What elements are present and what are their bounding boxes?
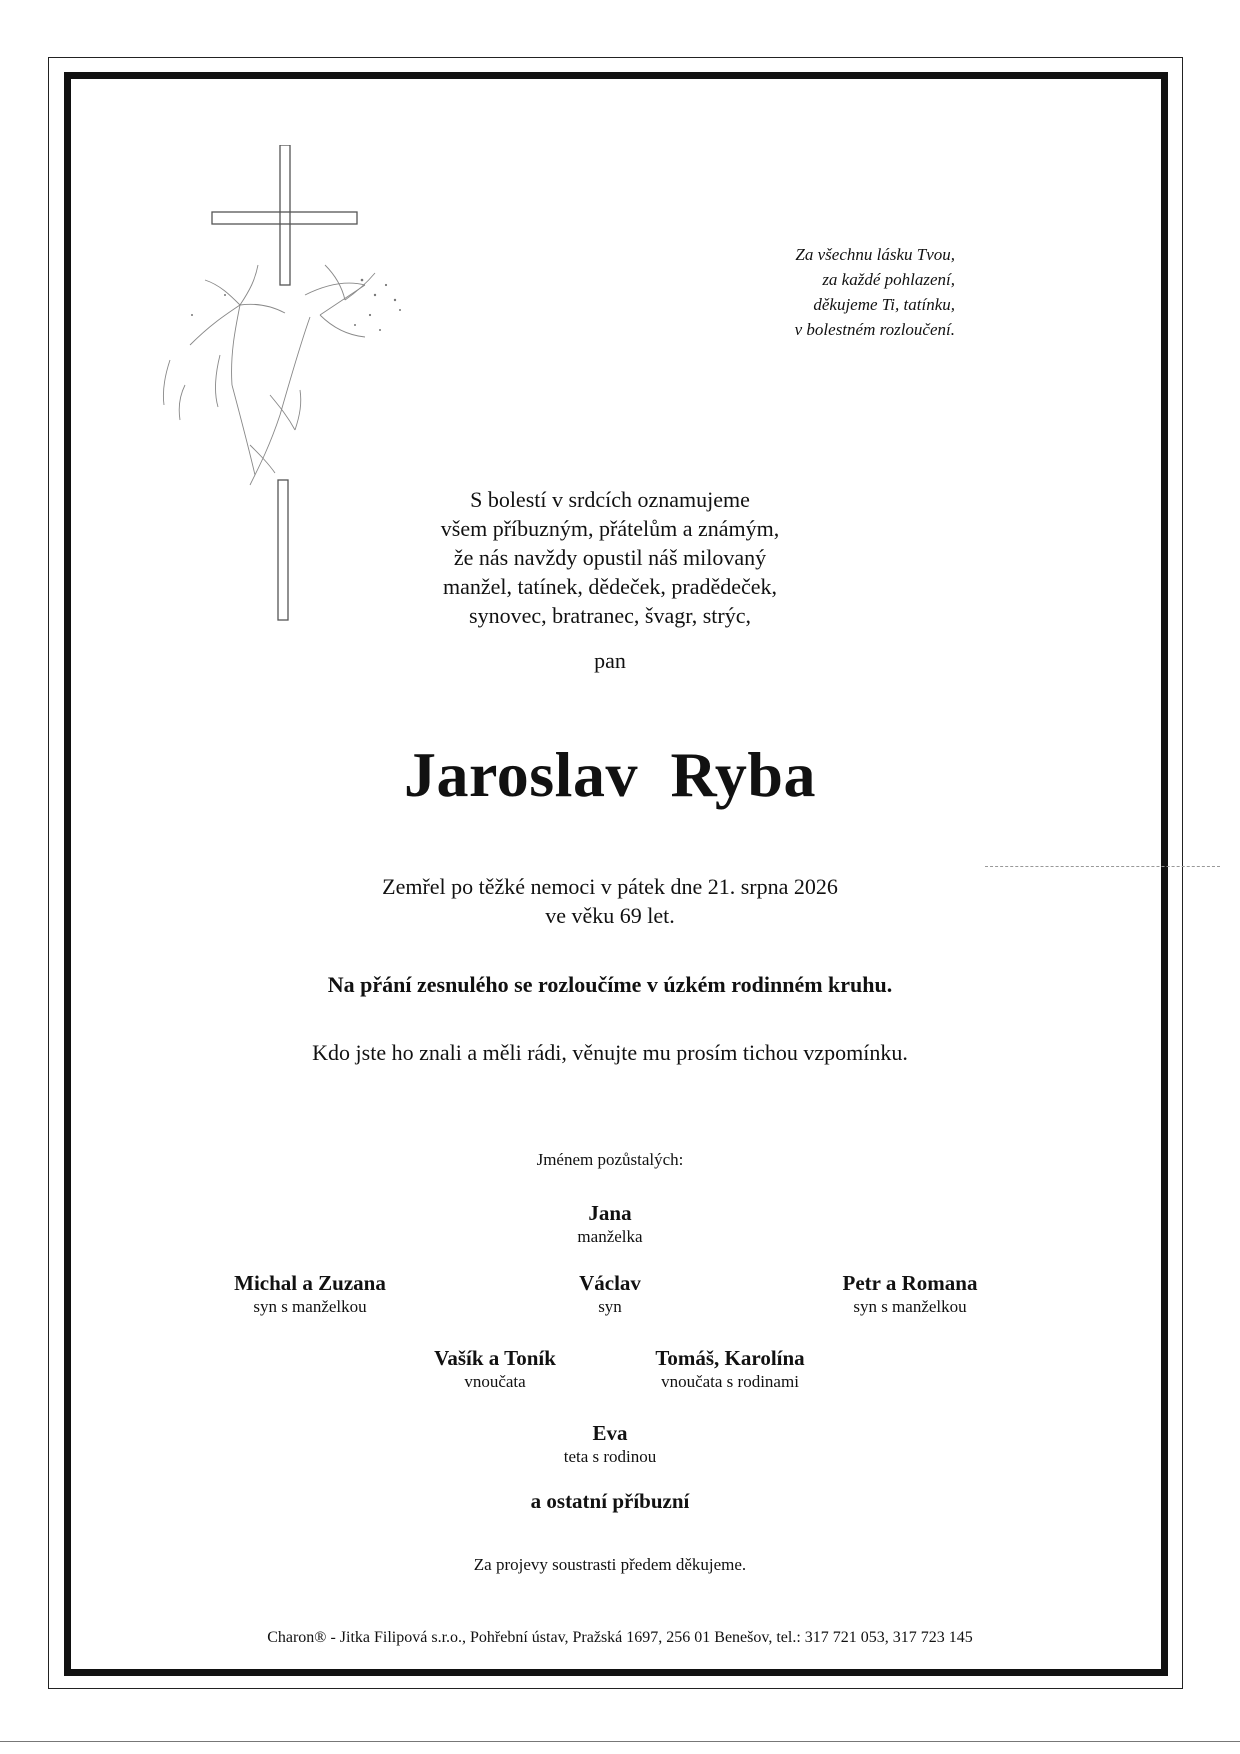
death-details xyxy=(240,872,980,930)
farewell-notice: Na přání zesnulého se rozloučíme v úzkém rodinném kruhu. xyxy=(327,972,893,997)
thanks-note: Za projevy soustrasti předem děkujeme. xyxy=(473,1555,747,1574)
poem-line: za každé pohlazení, xyxy=(822,270,955,289)
mourner-relation: vnoučata xyxy=(464,1372,526,1391)
poem-line: v bolestném rozloučení. xyxy=(794,320,955,339)
mourner-vaclav xyxy=(460,1270,760,1318)
mourner-jana xyxy=(460,1200,760,1248)
death-age: ve věku 69 let. xyxy=(545,903,675,928)
on-behalf-label: Jménem pozůstalých: xyxy=(536,1150,684,1169)
death-date: Zemřel po těžké nemoci v pátek dne 21. srpna 2026 xyxy=(382,874,838,899)
mourner-relation: teta s rodinou xyxy=(563,1447,657,1466)
announcement-line: manžel, tatínek, dědeček, pradědeček, xyxy=(442,574,778,599)
announcement-line: S bolestí v srdcích oznamujeme xyxy=(470,487,750,512)
announcement-text xyxy=(360,485,860,630)
deceased-name: Jaroslav Ryba xyxy=(404,739,816,810)
mourner-tomas xyxy=(580,1345,880,1393)
mourner-name: Tomáš, Karolína xyxy=(655,1346,805,1370)
mourner-name: Eva xyxy=(592,1421,628,1445)
mourner-eva xyxy=(460,1420,760,1468)
announcement-line: synovec, bratranec, švagr, strýc, xyxy=(469,603,751,628)
other-relatives: a ostatní příbuzní xyxy=(530,1489,690,1513)
announcement-line: všem příbuzným, přátelům a známým, xyxy=(440,516,780,541)
mourner-petr xyxy=(760,1270,1060,1318)
mourner-name: Michal a Zuzana xyxy=(234,1271,386,1295)
announcement-line: že nás navždy opustil náš milovaný xyxy=(453,545,767,570)
poem-line: děkujeme Ti, tatínku, xyxy=(813,295,955,314)
scan-edge-line xyxy=(0,1741,1240,1742)
mourner-relation: syn s manželkou xyxy=(853,1297,967,1316)
mourner-name: Jana xyxy=(588,1201,632,1225)
mourner-relation: manželka xyxy=(577,1227,643,1246)
mourner-michal xyxy=(160,1270,460,1318)
fold-mark xyxy=(985,866,1220,867)
mourner-relation: syn s manželkou xyxy=(253,1297,367,1316)
poem-line: Za všechnu lásku Tvou, xyxy=(795,245,955,264)
title-pan: pan xyxy=(594,648,626,673)
mourner-relation: syn xyxy=(598,1297,622,1316)
funeral-home-footer: Charon® - Jitka Filipová s.r.o., Pohřební ústav, Pražská 1697, 256 01 Benešov, tel.: 317 721 053, 317 723 145 xyxy=(267,1629,973,1646)
mourner-name: Václav xyxy=(579,1271,641,1295)
poem xyxy=(740,242,955,342)
remembrance-request: Kdo jste ho znali a měli rádi, věnujte mu prosím tichou vzpomínku. xyxy=(312,1040,908,1065)
mourner-name: Petr a Romana xyxy=(842,1271,978,1295)
mourner-name: Vašík a Toník xyxy=(434,1346,556,1370)
mourner-relation: vnoučata s rodinami xyxy=(661,1372,799,1391)
